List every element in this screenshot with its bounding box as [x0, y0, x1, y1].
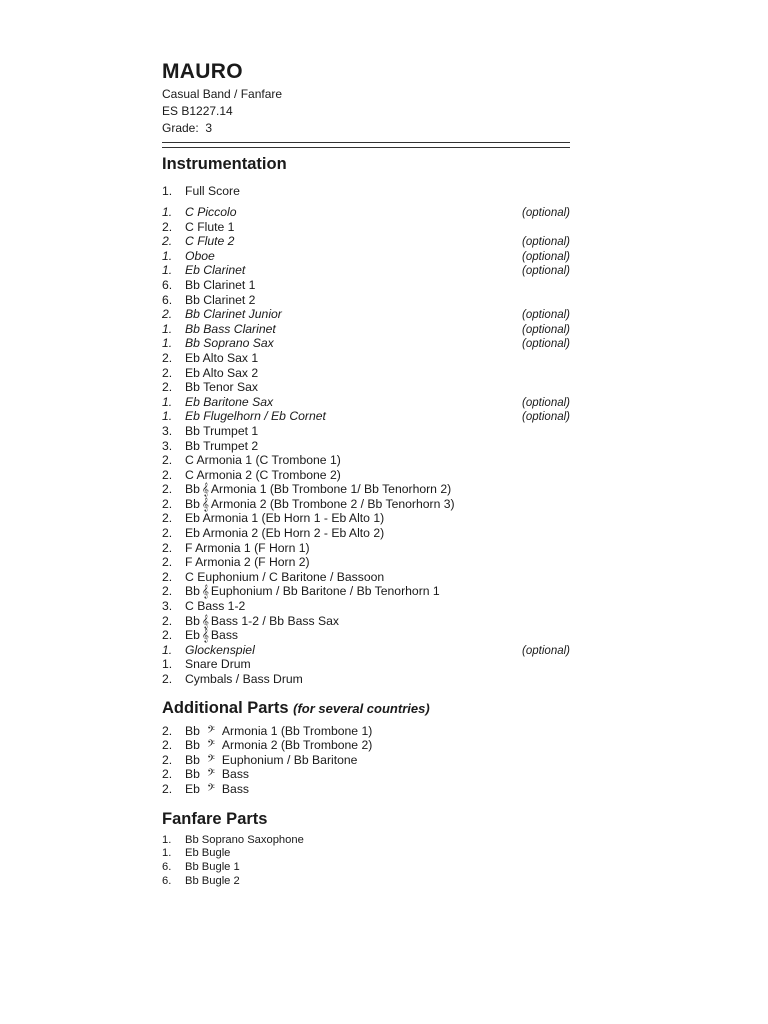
- part-label: Bb Trumpet 1: [185, 423, 259, 438]
- piece-title: MAURO: [162, 60, 243, 83]
- treble-clef-icon: 𝄞: [201, 613, 209, 628]
- part-label: Snare Drum: [185, 657, 251, 672]
- part-quantity: 3.: [162, 423, 173, 438]
- optional-note: (optional): [522, 265, 570, 278]
- part-quantity: 2.: [162, 584, 173, 599]
- part-quantity: 1.: [162, 847, 172, 860]
- treble-clef-icon: 𝄞: [201, 628, 209, 643]
- part-quantity: 1.: [162, 248, 173, 263]
- part-label: Bb Clarinet 2: [185, 292, 256, 307]
- treble-clef-icon: 𝄞: [201, 496, 209, 511]
- part-name: Full Score: [185, 184, 240, 198]
- optional-note: (optional): [522, 236, 570, 249]
- part-name: [185, 847, 570, 861]
- part-label: Bb Bugle 2: [185, 874, 240, 887]
- part-key: Bb: [185, 723, 200, 738]
- part-quantity: 2.: [162, 723, 173, 738]
- part-row: [162, 657, 570, 672]
- part-name: [185, 336, 522, 351]
- part-quantity: 1.: [162, 394, 173, 409]
- full-score-row: [162, 184, 570, 199]
- part-name: [185, 875, 570, 889]
- part-name: [185, 657, 570, 672]
- part-name: [185, 205, 522, 220]
- part-label: Eb Armonia 2 (Eb Horn 2 - Eb Alto 2): [185, 526, 385, 541]
- part-quantity: 2.: [162, 511, 173, 526]
- part-quantity: 1.: [162, 833, 172, 846]
- part-row: [162, 861, 570, 875]
- part-row: [162, 724, 570, 739]
- part-name: [185, 767, 570, 782]
- part-row: [162, 322, 570, 337]
- part-key: Bb: [185, 738, 200, 753]
- part-name: [185, 380, 570, 395]
- additional-parts-heading: [162, 697, 570, 720]
- part-name: [185, 570, 570, 585]
- part-row: [162, 497, 570, 512]
- part-name: [185, 351, 570, 366]
- part-label: C Piccolo: [185, 205, 237, 219]
- part-name: [185, 555, 570, 570]
- part-label: Eb Baritone Sax: [185, 394, 274, 409]
- grade-line: [162, 120, 570, 137]
- part-name: [185, 526, 570, 541]
- part-label: Eb Flugelhorn / Eb Cornet: [185, 409, 326, 424]
- part-key: Eb: [185, 781, 200, 796]
- part-quantity: 2.: [162, 738, 173, 753]
- part-label: Euphonium / Bb Baritone: [221, 752, 358, 767]
- bass-clef-icon: 𝄢: [207, 723, 215, 738]
- catalog-number: ES B1227.14: [162, 104, 233, 118]
- part-label: Bass: [221, 767, 250, 782]
- part-quantity: 2.: [162, 482, 173, 497]
- part-row: [162, 526, 570, 541]
- part-row: [162, 234, 570, 249]
- part-label: C Euphonium / C Baritone / Bassoon: [185, 569, 385, 584]
- part-label: Bb Clarinet 1: [185, 277, 256, 292]
- part-row: [162, 263, 570, 278]
- part-name: [185, 249, 522, 264]
- part-quantity: 6.: [162, 292, 173, 307]
- part-name: [185, 861, 570, 875]
- part-name: [185, 541, 570, 556]
- part-name: [185, 322, 522, 337]
- treble-clef-icon: 𝄞: [201, 482, 209, 497]
- part-label: C Armonia 2 (C Trombone 2): [185, 467, 341, 482]
- part-label: Bass 1-2 / Bb Bass Sax: [210, 613, 339, 628]
- part-label: Glockenspiel: [185, 642, 255, 657]
- part-quantity: 2.: [162, 555, 173, 570]
- part-row: [162, 643, 570, 658]
- part-name: [185, 468, 570, 483]
- part-quantity: 2.: [162, 453, 173, 468]
- part-label: Eb Alto Sax 1: [185, 350, 259, 365]
- optional-note: (optional): [522, 207, 570, 219]
- part-quantity: 1.: [162, 184, 173, 198]
- part-quantity: 2.: [162, 365, 173, 380]
- part-quantity: 1.: [162, 205, 173, 219]
- part-row: [162, 351, 570, 366]
- part-name: [185, 278, 570, 293]
- part-quantity: 2.: [162, 526, 173, 541]
- part-row: [162, 614, 570, 629]
- part-label: Bb Bass Clarinet: [185, 321, 276, 336]
- part-label: Eb Armonia 1 (Eb Horn 1 - Eb Alto 1): [185, 511, 385, 526]
- part-row: [162, 439, 570, 454]
- part-key: Bb: [185, 482, 200, 497]
- part-name: [185, 293, 570, 308]
- instrumentation-heading: Instrumentation: [162, 155, 287, 173]
- part-key: Bb: [185, 613, 200, 628]
- part-row: [162, 278, 570, 293]
- double-rule-divider: [162, 142, 570, 148]
- part-row: [162, 366, 570, 381]
- optional-note: (optional): [522, 309, 570, 322]
- part-row: [162, 220, 570, 235]
- part-name: [185, 782, 570, 797]
- part-label: Oboe: [185, 248, 215, 263]
- optional-note: (optional): [522, 396, 570, 409]
- part-name: [185, 439, 570, 454]
- part-quantity: 2.: [162, 380, 173, 395]
- part-row: [162, 541, 570, 556]
- part-row: [162, 555, 570, 570]
- part-key: Bb: [185, 584, 200, 599]
- part-row: [162, 834, 570, 848]
- part-label: F Armonia 1 (F Horn 1): [185, 540, 310, 555]
- part-label: Bass: [210, 628, 239, 643]
- part-label: C Flute 1: [185, 219, 235, 234]
- part-name: [185, 753, 570, 768]
- instrumentation-sheet: [162, 58, 570, 888]
- part-label: Armonia 2 (Bb Trombone 2): [221, 738, 373, 753]
- bass-clef-icon: 𝄢: [207, 752, 215, 767]
- part-quantity: 6.: [162, 860, 172, 873]
- part-name: [185, 453, 570, 468]
- part-row: [162, 409, 570, 424]
- optional-note: (optional): [522, 644, 570, 657]
- part-quantity: 1.: [162, 336, 173, 351]
- part-row: [162, 599, 570, 614]
- part-name: [185, 497, 570, 512]
- part-quantity: 2.: [162, 781, 173, 796]
- part-name: [185, 614, 570, 629]
- part-row: [162, 336, 570, 351]
- part-name: [185, 307, 522, 322]
- bass-clef-icon: 𝄢: [207, 738, 215, 753]
- part-label: Bb Soprano Sax: [185, 336, 274, 351]
- part-name: [185, 234, 522, 249]
- part-row: [162, 249, 570, 264]
- fanfare-parts-list: [162, 834, 570, 889]
- part-label: Eb Alto Sax 2: [185, 365, 259, 380]
- series-label: Casual Band / Fanfare: [162, 87, 283, 101]
- part-quantity: 3.: [162, 599, 173, 614]
- part-row: [162, 570, 570, 585]
- part-quantity: 2.: [162, 672, 173, 686]
- part-row: [162, 738, 570, 753]
- part-quantity: 1.: [162, 321, 173, 336]
- part-label: C Armonia 1 (C Trombone 1): [185, 453, 341, 468]
- part-quantity: 1.: [162, 409, 173, 424]
- optional-note: (optional): [522, 323, 570, 336]
- part-key: Bb: [185, 752, 200, 767]
- part-label: Armonia 2 (Bb Trombone 2 / Bb Tenorhorn 3): [210, 496, 455, 511]
- part-label: Bb Trumpet 2: [185, 438, 259, 453]
- fanfare-parts-heading: Fanfare Parts: [162, 809, 268, 828]
- part-label: Eb Bugle: [185, 847, 231, 860]
- part-row: [162, 307, 570, 322]
- part-name: [185, 834, 570, 848]
- part-label: Bb Bugle 1: [185, 860, 240, 873]
- part-name: [185, 584, 570, 599]
- part-row: [162, 424, 570, 439]
- part-name: [185, 263, 522, 278]
- part-quantity: 2.: [162, 613, 173, 628]
- part-row: [162, 584, 570, 599]
- additional-parts-title: Additional Parts: [162, 698, 289, 717]
- part-name: [185, 511, 570, 526]
- additional-parts-subtitle: (for several countries): [293, 700, 430, 716]
- part-quantity: 2.: [162, 628, 173, 643]
- part-row: [162, 380, 570, 395]
- part-quantity: 2.: [162, 496, 173, 511]
- part-quantity: 2.: [162, 540, 173, 555]
- part-row: [162, 511, 570, 526]
- part-row: [162, 453, 570, 468]
- part-name: [185, 220, 570, 235]
- part-name: [185, 672, 570, 687]
- part-label: Cymbals / Bass Drum: [185, 672, 303, 686]
- part-quantity: 3.: [162, 438, 173, 453]
- part-quantity: 1.: [162, 263, 173, 278]
- part-quantity: 2.: [162, 219, 173, 234]
- part-label: Euphonium / Bb Baritone / Bb Tenorhorn 1: [210, 584, 440, 599]
- part-name: [185, 738, 570, 753]
- part-row: [162, 205, 570, 220]
- part-name: [185, 628, 570, 643]
- part-label: Armonia 1 (Bb Trombone 1/ Bb Tenorhorn 2): [210, 482, 452, 497]
- part-quantity: 1.: [162, 657, 173, 672]
- part-key: Eb: [185, 628, 200, 643]
- bass-clef-icon: 𝄢: [207, 781, 215, 796]
- part-row: [162, 782, 570, 797]
- part-label: Armonia 1 (Bb Trombone 1): [221, 723, 373, 738]
- optional-note: (optional): [522, 250, 570, 263]
- part-quantity: 2.: [162, 767, 173, 782]
- part-quantity: 2.: [162, 569, 173, 584]
- part-name: [185, 395, 522, 410]
- part-quantity: 2.: [162, 752, 173, 767]
- optional-note: (optional): [522, 411, 570, 424]
- part-quantity: 6.: [162, 874, 172, 887]
- part-label: Eb Clarinet: [185, 263, 246, 278]
- part-label: C Bass 1-2: [185, 599, 246, 614]
- part-name: [185, 482, 570, 497]
- part-quantity: 6.: [162, 277, 173, 292]
- part-row: [162, 672, 570, 687]
- part-label: Bb Clarinet Junior: [185, 307, 282, 322]
- part-key: Bb: [185, 496, 200, 511]
- part-name: [185, 599, 570, 614]
- part-row: [162, 628, 570, 643]
- part-quantity: 1.: [162, 642, 173, 657]
- part-name: [185, 409, 522, 424]
- part-label: Bass: [221, 781, 250, 796]
- part-quantity: 2.: [162, 467, 173, 482]
- optional-note: (optional): [522, 338, 570, 351]
- bass-clef-icon: 𝄢: [207, 767, 215, 782]
- part-quantity: 2.: [162, 234, 173, 249]
- instrumentation-list: [162, 205, 570, 687]
- additional-parts-list: [162, 724, 570, 797]
- part-key: Bb: [185, 767, 200, 782]
- part-name: [185, 724, 570, 739]
- part-row: [162, 293, 570, 308]
- part-row: [162, 468, 570, 483]
- part-name: [185, 643, 522, 658]
- part-label: C Flute 2: [185, 234, 235, 249]
- treble-clef-icon: 𝄞: [201, 584, 209, 599]
- part-quantity: 2.: [162, 307, 173, 322]
- part-row: [162, 847, 570, 861]
- part-row: [162, 395, 570, 410]
- part-row: [162, 753, 570, 768]
- part-label: Bb Tenor Sax: [185, 380, 258, 395]
- part-row: [162, 482, 570, 497]
- grade-label: Grade:: [162, 121, 199, 135]
- part-label: F Armonia 2 (F Horn 2): [185, 555, 310, 570]
- part-quantity: 2.: [162, 350, 173, 365]
- grade-value: 3: [205, 121, 213, 135]
- part-row: [162, 767, 570, 782]
- part-name: [185, 424, 570, 439]
- part-row: [162, 875, 570, 889]
- part-name: [185, 366, 570, 381]
- part-label: Bb Soprano Saxophone: [185, 833, 304, 846]
